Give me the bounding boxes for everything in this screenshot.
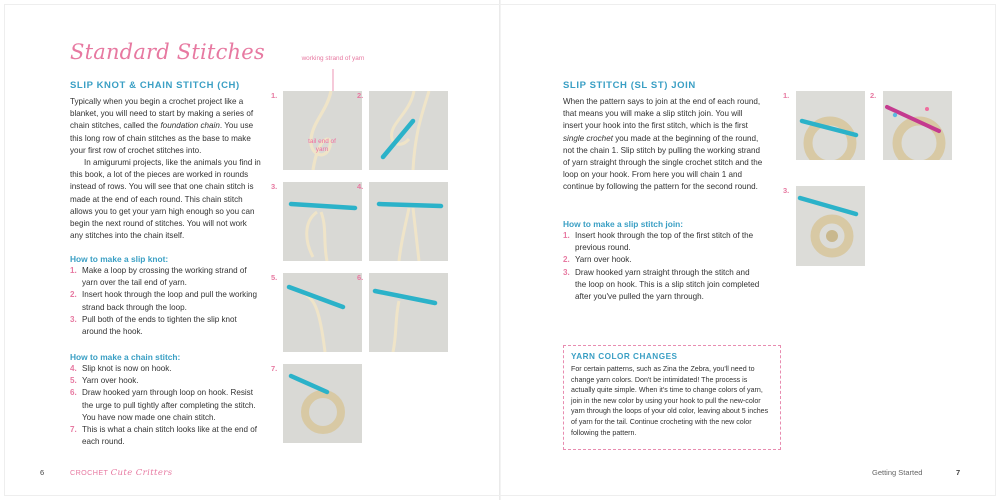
yarn-color-changes-box: [563, 345, 781, 450]
intro-paragraph-1: Typically when you begin a crochet project like a blanket, you will need to start by making a series of chain stitches, called the foundation chain. You use this long row of chain stitches as the base to make your first row of crochet stitches into.: [70, 97, 254, 155]
list-item: 6. Draw hooked yarn through loop on hook. Resist the urge to pull tightly after completing the stitch. You have now made one chain stitch.: [70, 388, 256, 422]
chapter-title: Standard Stitches: [70, 40, 265, 64]
list-item: 5. Yarn over hook.: [70, 376, 139, 386]
callout-line-icon: [328, 69, 338, 93]
slip-knot-photo-icon: [283, 182, 362, 261]
photo-join-2: [883, 91, 952, 160]
callout-tail-end: tail end of yarn: [308, 138, 336, 153]
sidebar-text: For certain patterns, such as Zina the Zebra, you'll need to change yarn colors. Don't be intimidated! The process is actually quite simple. When it's time to change colors of yarn, join in the new color by using your hook to pull the new-color yarn through the loops of your old color, leaving about 5 inches of yarn for the tail. Continue crocheting with the new color following the pattern.: [571, 365, 769, 437]
photo-label-2: 2.: [357, 91, 364, 100]
photo-label-4: 4.: [357, 182, 364, 191]
yarn-loop-icon: [283, 91, 362, 170]
photo-label-join-2: 2.: [870, 91, 877, 100]
chain-stitch-heading: How to make a chain stitch:: [70, 352, 181, 362]
photo-label-6: 6.: [357, 273, 364, 282]
join-heading: How to make a slip stitch join:: [563, 219, 684, 229]
list-item: 1. Make a loop by crossing the working strand of yarn over the tail end of yarn.: [70, 266, 247, 288]
intro-text: [70, 96, 262, 242]
intro-paragraph-2: In amigurumi projects, like the animals you find in this book, a lot of the pieces are worked in rounds instead of rows. You will see that one chain stitch is made at the end of each round. This chain stitch allows you to get your yarn high enough so you can begin the next round of stitches. You will not work any stitches into the chain itself.: [70, 158, 261, 241]
list-item: 2. Insert hook through the loop and pull the working strand back through the loop.: [70, 290, 258, 312]
list-item: 3. Draw hooked yarn straight through the stitch and the loop on hook. This is a slip stitch join completed after you've pulled the yarn through.: [563, 267, 760, 302]
photo-label-join-1: 1.: [783, 91, 790, 100]
join-steps: [563, 230, 763, 303]
photo-step-3: [283, 182, 362, 261]
photo-label-join-3: 3.: [783, 186, 790, 195]
photo-join-3: [796, 186, 865, 266]
join-complete-icon: [796, 186, 865, 266]
slip-knot-heading: How to make a slip knot:: [70, 254, 169, 264]
round-with-chain-icon: [283, 364, 362, 443]
running-head-left: CROCHET Cute Critters: [70, 468, 173, 478]
list-item: 7. This is what a chain stitch looks like at the end of each round.: [70, 425, 258, 447]
photo-step-2: [369, 91, 448, 170]
photo-label-7: 7.: [271, 364, 278, 373]
running-head-right: Getting Started: [872, 468, 923, 477]
photo-label-1: 1.: [271, 91, 278, 100]
section-title-slip-stitch: SLIP STITCH (SL ST) JOIN: [563, 80, 696, 91]
photo-step-5: [283, 273, 362, 352]
photo-step-6: [369, 273, 448, 352]
slip-stitch-text: [563, 96, 763, 194]
join-yarn-over-icon: [883, 91, 952, 160]
list-item: 4. Slip knot is now on hook.: [70, 364, 172, 373]
list-item: 1. Insert hook through the top of the first stitch of the previous round.: [563, 231, 754, 253]
callout-working-strand: working strand of yarn: [301, 55, 365, 62]
page-number-left: 6: [40, 468, 45, 477]
photo-step-7: [283, 364, 362, 443]
slip-stitch-paragraph: When the pattern says to join at the end of each round, that means you will make a slip stitch join. You will insert your hook into the first stitch, which is the first single crochet you made at the beginning of the round, not the chain 1. Slip stitch by pulling the working strand of yarn straight through the single crochet stitch and the loop on your hook. From here you will chain 1 and continue by following the pattern for the second round.: [563, 97, 763, 192]
slip-knot-steps: [70, 265, 262, 338]
photo-label-5: 5.: [271, 273, 278, 282]
photo-join-1: [796, 91, 865, 160]
page-gutter: [499, 0, 501, 500]
photo-step-4: [369, 182, 448, 261]
page-number-right: 7: [956, 468, 961, 477]
knot-on-hook-icon: [369, 182, 448, 261]
chain-stitch-steps: [70, 363, 262, 448]
list-item: 2. Yarn over hook.: [563, 255, 632, 265]
photo-label-3: 3.: [271, 182, 278, 191]
list-item: 3. Pull both of the ends to tighten the slip knot around the hook.: [70, 314, 237, 337]
chain-pull-icon: [369, 273, 448, 352]
yarn-over-icon: [283, 273, 362, 352]
section-title-slip-knot: SLIP KNOT & CHAIN STITCH (CH): [70, 80, 240, 91]
join-insert-icon: [796, 91, 865, 160]
hook-loop-icon: [369, 91, 448, 170]
photo-step-1: [283, 91, 362, 170]
sidebar-title: YARN COLOR CHANGES: [571, 352, 678, 361]
